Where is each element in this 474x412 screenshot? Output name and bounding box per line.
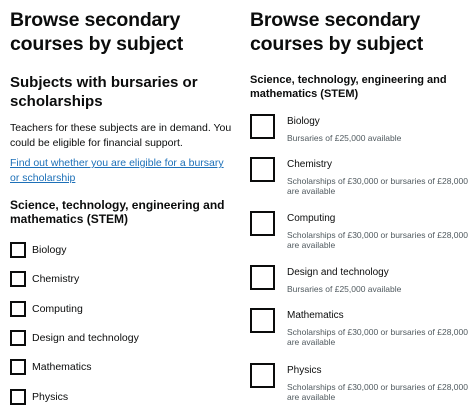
funding-hint: Scholarships of £30,000 or bursaries of £28,000 are available xyxy=(287,382,468,402)
checkbox-mathematics[interactable] xyxy=(250,308,275,333)
checkbox-biology[interactable] xyxy=(250,114,275,139)
stem-legend: Science, technology, engineering and mathematics (STEM) xyxy=(250,74,447,100)
demand-description: Teachers for these subjects are in demand. You could be eligible for financial support. xyxy=(10,122,232,149)
subject-label: Design and technology xyxy=(32,332,139,344)
funding-hint: Scholarships of £30,000 or bursaries of £28,000 are available xyxy=(287,230,468,250)
subject-label: Physics xyxy=(287,365,322,376)
checkbox-physics[interactable] xyxy=(250,363,275,388)
checkbox-chemistry[interactable] xyxy=(250,157,275,182)
subject-label: Chemistry xyxy=(287,159,333,170)
page-title: Browse secondary courses by subject xyxy=(10,9,184,55)
subject-label: Physics xyxy=(32,391,69,403)
subject-label: Mathematics xyxy=(287,310,344,321)
page-title: Browse secondary courses by subject xyxy=(250,9,424,55)
funding-hint: Scholarships of £30,000 or bursaries of £28,000 are available xyxy=(287,327,468,347)
checkbox-computing[interactable] xyxy=(250,211,275,236)
checkbox-biology[interactable] xyxy=(10,242,26,258)
subject-label: Biology xyxy=(32,244,67,256)
checkbox-design-and-technology[interactable] xyxy=(250,265,275,290)
subject-label: Mathematics xyxy=(32,361,92,373)
eligibility-link[interactable]: Find out whether you are eligible for a bursary or scholarship xyxy=(10,157,224,184)
bursaries-heading: Subjects with bursaries or scholarships xyxy=(10,74,198,110)
funding-hint: Scholarships of £30,000 or bursaries of £28,000 are available xyxy=(287,176,468,196)
subject-label: Biology xyxy=(287,116,320,127)
checkbox-design-and-technology[interactable] xyxy=(10,330,26,346)
subject-label: Chemistry xyxy=(32,273,80,285)
funding-hint: Bursaries of £25,000 available xyxy=(287,133,402,143)
stem-legend: Science, technology, engineering and mathematics (STEM) xyxy=(10,198,225,226)
subject-label: Design and technology xyxy=(287,267,389,278)
checkbox-chemistry[interactable] xyxy=(10,271,26,287)
checkbox-computing[interactable] xyxy=(10,301,26,317)
funding-hint: Bursaries of £25,000 available xyxy=(287,284,402,294)
subject-label: Computing xyxy=(287,213,336,224)
subject-label: Computing xyxy=(32,303,83,315)
checkbox-physics[interactable] xyxy=(10,389,26,405)
checkbox-mathematics[interactable] xyxy=(10,359,26,375)
